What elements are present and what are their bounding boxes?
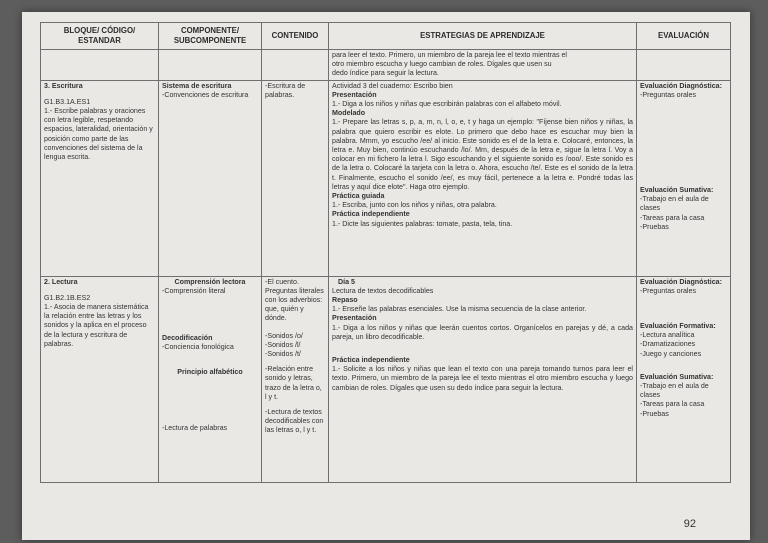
contenido-item: -Sonidos /o/ <box>265 331 303 340</box>
cell-empty <box>41 50 159 81</box>
strategy-text: Actividad 3 del cuaderno: Escribo bien <box>332 81 453 90</box>
componente-text: -Comprensión literal <box>162 286 226 295</box>
repaso-title: Repaso <box>332 296 358 305</box>
eval-form-item: -Dramatizaciones <box>640 340 696 349</box>
strategy-heading: Práctica guiada <box>332 192 385 201</box>
evaluacion-lectura <box>637 276 731 482</box>
eval-diag-title: Evaluación Diagnóstica: <box>640 81 722 90</box>
eval-diag-title: Evaluación Diagnóstica: <box>640 277 722 286</box>
continuation-row <box>41 50 731 81</box>
header-row <box>41 23 731 50</box>
strategy-heading: Presentación <box>332 90 377 99</box>
eval-diag-text: -Preguntas orales <box>640 90 696 99</box>
text-line: otro miembro escucha y luego cambian de roles. Dígales que usen su <box>332 60 552 69</box>
componente-title: Principio alfabético <box>177 368 243 377</box>
text-line: dedo índice para seguir la lectura. <box>332 69 439 78</box>
componente-text: -Conciencia fonológica <box>162 343 234 352</box>
repaso-text: 1.- Enseñe las palabras esenciales. Use la misma secuencia de la clase anterior. <box>332 305 587 314</box>
eval-form-item: -Lectura analítica <box>640 331 695 340</box>
bloque-lectura <box>41 276 159 482</box>
eval-sum-title: Evaluación Sumativa: <box>640 186 714 195</box>
practica-independiente-text: 1.- Solicite a los niños y niñas que lean el texto con una pareja tomando turnos para leer el texto. Primero, un miembro de la pareja lee el texto mientras el otro miembro escucha y luego cambian de roles. Dígales que usen su dedo índice para seguir la lectura. <box>332 365 633 392</box>
estrategias-escritura <box>329 80 637 276</box>
contenido-text: -Escritura de palabras. <box>265 81 306 99</box>
cell-empty <box>262 50 329 81</box>
cell-empty <box>159 50 262 81</box>
strategy-text: 1.- Diga a los niños y niñas que escribirán palabras con el alfabeto móvil. <box>332 100 562 109</box>
eval-form-item: -Juego y canciones <box>640 349 702 358</box>
document-page <box>22 12 750 540</box>
lectura-row <box>41 276 731 482</box>
contenido-item: -Sonidos /l/ <box>265 340 301 349</box>
escritura-row <box>41 80 731 276</box>
eval-sum-item: -Tareas para la casa <box>640 400 705 409</box>
cell-empty <box>637 50 731 81</box>
strategy-text: 1.- Prepare las letras s, p, a, m, n, l, o, e, t y haga un ejemplo: "Fíjense bien niños y niñas, la palabra que quiero escribir es elote. Lo primero que debo hace es escuchar muy bien la palabra. Mmm, yo escucho /ee/ al inicio. Este sonido es el de la letra e. Colocaré, entonces, la letra e. Muy bien, continúo escuchando /lo/. Mm, después de la letra e, sigue la letra l. Voy a colocar en mi fichero la letra l. Sigo escuchando y el siguiente sonido es /ooo/. Este sonido es de la letra o. Colocaré la tarjeta con la letra o. Ahora, escucho /te/. Este es el sonido de la letra t. Finalmente, escucho el sonido /ee/, es muy fácil, pertenece a la letra e. Pondré todas las letras y aquí dice elote". Haga otro ejemplo. <box>332 118 633 191</box>
evaluacion-escritura <box>637 80 731 276</box>
presentacion-title: Presentación <box>332 314 377 323</box>
strategy-text: 1.- Escriba, junto con los niños y niñas, otra palabra. <box>332 201 497 210</box>
bloque-title: 3. Escritura <box>44 81 83 90</box>
eval-sum-title: Evaluación Sumativa: <box>640 372 714 381</box>
contenido-escritura <box>262 80 329 276</box>
continuation-text <box>329 50 637 81</box>
strategy-line: Lectura de textos decodificables <box>332 286 434 295</box>
strategy-heading: Práctica independiente <box>332 210 410 219</box>
practica-independiente-title: Práctica independiente <box>332 356 410 365</box>
dia-label: Día 5 <box>338 277 355 286</box>
eval-sum-item: -Tareas para la casa <box>640 213 705 222</box>
bloque-code: G1.B2.1B.ES2 <box>44 293 91 302</box>
eval-diag-text: -Preguntas orales <box>640 286 696 295</box>
presentacion-text: 1.- Diga a los niños y niñas que leerán cuentos cortos. Organícelos en parejas y dé, a cada pareja, un libro decodificable. <box>332 323 633 341</box>
header-evaluacion: EVALUACIÓN <box>637 23 731 50</box>
contenido-text: -El cuento. Preguntas literales con los adverbios: que, quién y dónde. <box>265 277 324 323</box>
eval-sum-item: -Pruebas <box>640 222 669 231</box>
eval-sum-item: -Trabajo en el aula de clases <box>640 382 709 400</box>
strategy-heading: Modelado <box>332 109 366 118</box>
componente-lectura <box>159 276 262 482</box>
bloque-code: G1.B3.1A.ES1 <box>44 97 91 106</box>
componente-title: Sistema de escritura <box>162 81 232 90</box>
eval-sum-item: -Trabajo en el aula de clases <box>640 195 709 213</box>
header-bloque: BLOQUE/ CÓDIGO/ ESTANDAR <box>41 23 159 50</box>
componente-text: -Convenciones de escritura <box>162 90 249 99</box>
bloque-text: 1.- Asocia de manera sistemática la relación entre las letras y los sonidos y la aplica en el proceso de la lectura y escritura de palabras. <box>44 303 149 348</box>
lesson-plan-table <box>40 22 731 483</box>
header-estrategias: ESTRATEGIAS DE APRENDIZAJE <box>329 23 637 50</box>
eval-sum-item: -Pruebas <box>640 409 669 418</box>
header-componente: COMPONENTE/ SUBCOMPONENTE <box>159 23 262 50</box>
bloque-title: 2. Lectura <box>44 277 78 286</box>
contenido-lectura <box>262 276 329 482</box>
componente-escritura <box>159 80 262 276</box>
contenido-text: -Lectura de textos decodificables con las letras o, l y t. <box>265 408 324 435</box>
contenido-text: -Relación entre sonido y letras, trazo de la letra o, l y t. <box>265 365 322 401</box>
componente-title: Comprensión lectora <box>174 277 246 286</box>
bloque-text: 1.- Escribe palabras y oraciones con letra legible, respetando espacios, lateralidad, orientación y posición como parte de las convenciones del sistema de la lengua escrita. <box>44 107 153 162</box>
contenido-item: -Sonidos /t/ <box>265 350 301 359</box>
componente-text: -Lectura de palabras <box>162 423 228 432</box>
header-contenido: CONTENIDO <box>262 23 329 50</box>
eval-form-title: Evaluación Formativa: <box>640 322 716 331</box>
page-number: 92 <box>683 518 696 530</box>
strategy-list <box>332 82 633 229</box>
text-line: para leer el texto. Primero, un miembro de la pareja lee el texto mientras el <box>332 51 567 59</box>
strategy-text: 1.- Dicte las siguientes palabras: tomate, pasta, tela, tina. <box>332 219 513 228</box>
bloque-escritura <box>41 80 159 276</box>
estrategias-lectura <box>329 276 637 482</box>
componente-title: Decodificación <box>162 334 213 343</box>
